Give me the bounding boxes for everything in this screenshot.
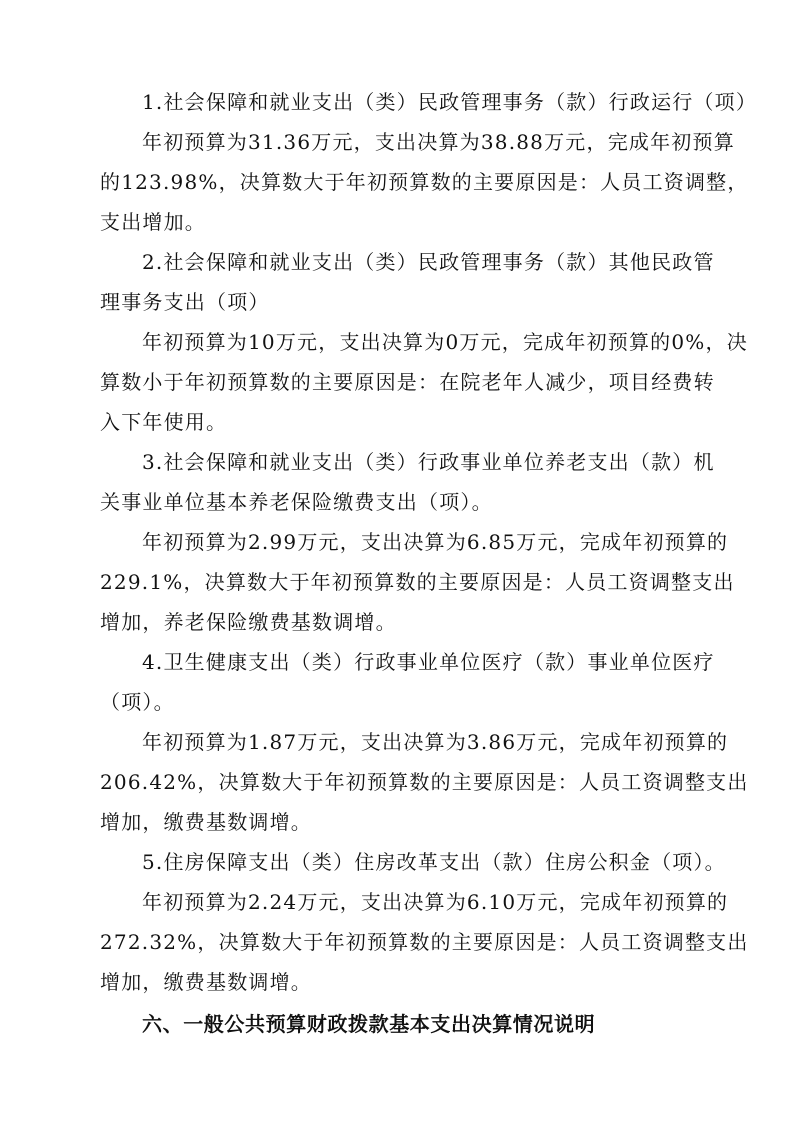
item-4-title-line-1: 4.卫生健康支出（类）行政事业单位医疗（款）事业单位医疗 bbox=[142, 650, 715, 674]
item-4-body-line-2: 206.42%，决算数大于年初预算数的主要原因是：人员工资调整支出 bbox=[100, 770, 749, 794]
item-5-title-line-1: 5.住房保障支出（类）住房改革支出（款）住房公积金（项）。 bbox=[142, 850, 726, 874]
item-1-body-line-3: 支出增加。 bbox=[100, 210, 206, 234]
item-2-title-line-1: 2.社会保障和就业支出（类）民政管理事务（款）其他民政管 bbox=[142, 250, 715, 274]
item-3-title-line-1: 3.社会保障和就业支出（类）行政事业单位养老支出（款）机 bbox=[142, 450, 715, 474]
item-1-title-line-1: 1.社会保障和就业支出（类）民政管理事务（款）行政运行（项） bbox=[142, 90, 758, 114]
item-2-body-line-1: 年初预算为10万元，支出决算为0万元，完成年初预算的0%，决 bbox=[142, 330, 748, 354]
item-3-title-line-2: 关事业单位基本养老保险缴费支出（项）。 bbox=[100, 490, 493, 514]
item-5-body-line-2: 272.32%，决算数大于年初预算数的主要原因是：人员工资调整支出 bbox=[100, 930, 749, 954]
item-3-body-line-3: 增加，养老保险缴费基数调增。 bbox=[100, 610, 397, 634]
item-1-body-line-2: 的123.98%，决算数大于年初预算数的主要原因是：人员工资调整， bbox=[100, 170, 749, 194]
item-4-body-line-1: 年初预算为1.87万元，支出决算为3.86万元，完成年初预算的 bbox=[142, 730, 729, 754]
item-2-title-line-2: 理事务支出（项） bbox=[100, 290, 270, 314]
item-4-title-line-2: （项）。 bbox=[100, 690, 175, 714]
section-heading: 六、一般公共预算财政拨款基本支出决算情况说明 bbox=[142, 1012, 596, 1036]
item-2-body-line-2: 算数小于年初预算数的主要原因是：在院老年人减少，项目经费转 bbox=[100, 370, 715, 394]
item-3-body-line-2: 229.1%，决算数大于年初预算数的主要原因是：人员工资调整支出 bbox=[100, 570, 735, 594]
item-5-body-line-1: 年初预算为2.24万元，支出决算为6.10万元，完成年初预算的 bbox=[142, 890, 729, 914]
item-5-body-line-3: 增加，缴费基数调增。 bbox=[100, 970, 312, 994]
item-1-body-line-1: 年初预算为31.36万元，支出决算为38.88万元，完成年初预算 bbox=[142, 130, 735, 154]
item-3-body-line-1: 年初预算为2.99万元，支出决算为6.85万元，完成年初预算的 bbox=[142, 530, 729, 554]
item-4-body-line-3: 增加，缴费基数调增。 bbox=[100, 810, 312, 834]
item-2-body-line-3: 入下年使用。 bbox=[100, 410, 228, 434]
